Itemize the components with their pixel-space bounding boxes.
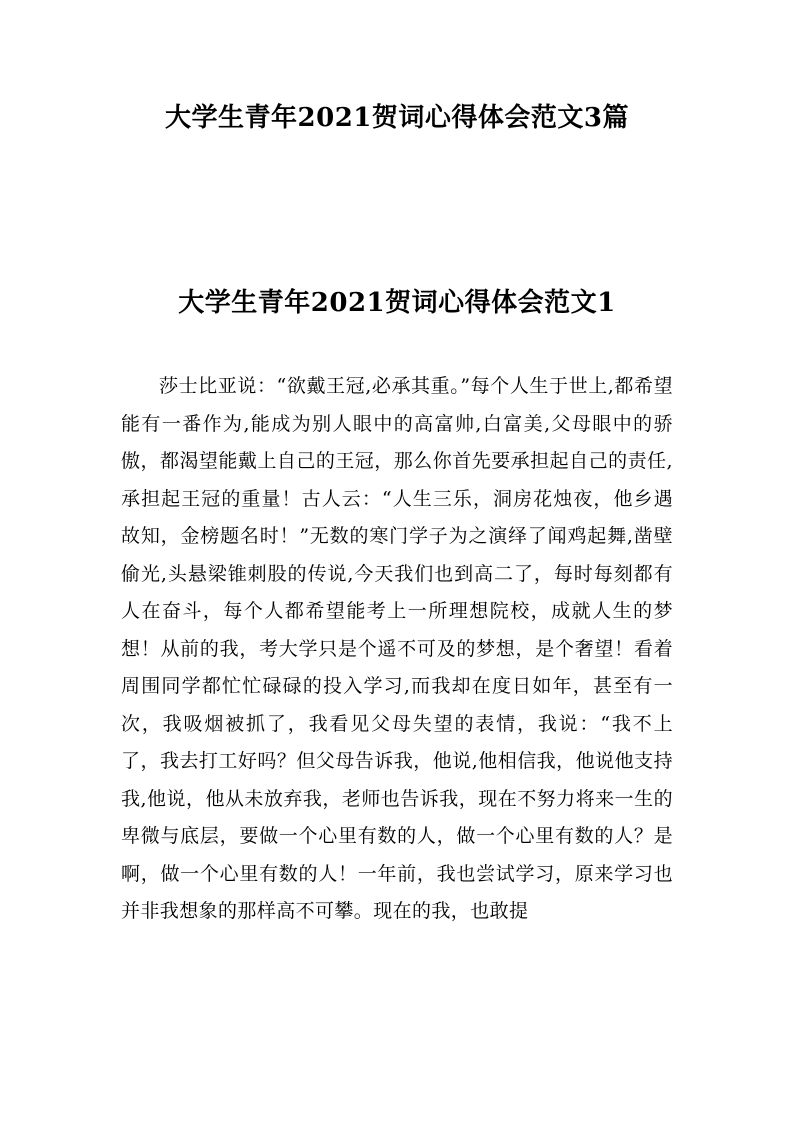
document-title: 大学生青年2021贺词心得体会范文3篇: [165, 103, 629, 133]
body-paragraph: 莎士比亚说：“欲戴王冠,必承其重。”每个人生于世上,都希望能有一番作为,能成为别人眼中的高富帅,白富美,父母眼中的骄傲，都渴望能戴上自己的王冠，那么你首先要承担起自己的责任,承担起王冠的重量！古人云：“人生三乐，洞房花烛夜，他乡遇故知，金榜题名时！”无数的寒门学子为之演绎了闻鸡起舞,凿壁偷光,头悬梁锥刺股的传说,今天我们也到高二了，每时每刻都有人在奋斗，每个人都希望能考上一所理想院校，成就人生的梦想！从前的我，考大学只是个遥不可及的梦想，是个奢望！看着周围同学都忙忙碌碌的投入学习,而我却在度日如年，甚至有一次，我吸烟被抓了，我看见父母失望的表情，我说：“我不上了，我去打工好吗？但父母告诉我，他说,他相信我，他说他支持我,他说，他从未放弃我，老师也告诉我，现在不努力将来一生的卑微与底层，要做一个心里有数的人，做一个心里有数的人？是啊，做一个心里有数的人！一年前，我也尝试学习，原来学习也并非我想象的那样高不可攀。现在的我，也敢提: [121, 375, 673, 922]
section-heading: 大学生青年2021贺词心得体会范文1: [178, 288, 616, 318]
